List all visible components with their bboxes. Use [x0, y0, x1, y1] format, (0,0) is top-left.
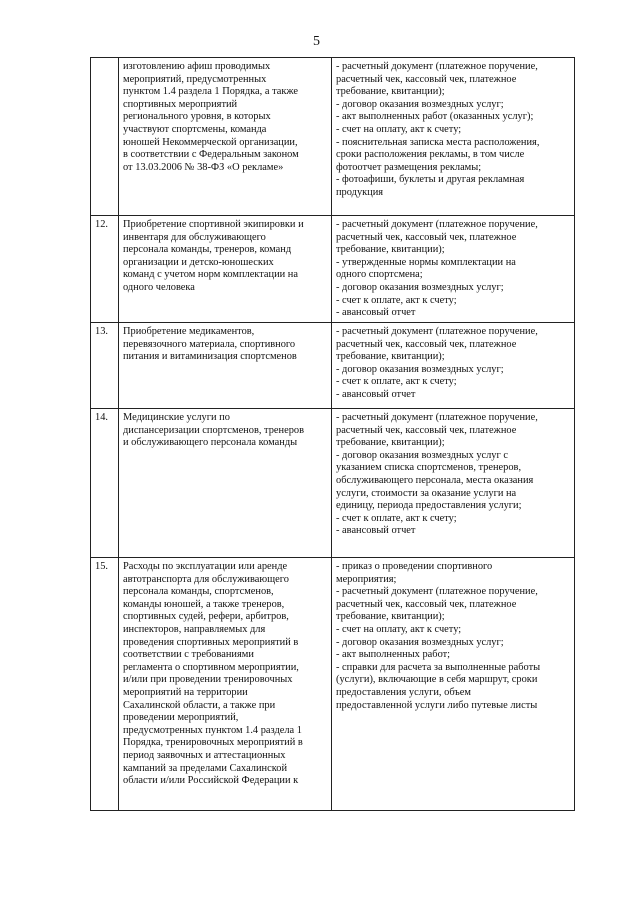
table-row — [91, 323, 575, 409]
expense-description-cell: изготовлению афиш проводимых мероприятий, предусмотренных пунктом 1.4 раздела 1 Порядка, а также спортивных мероприятий регионального уровня, в которых участвуют спортсмены, команда юношей Некоммерческой организации, в соответствии с Федеральным законом от 13.03.2006 № 38-ФЗ «О рекламе» — [119, 58, 332, 216]
expense-documents-table — [90, 57, 575, 811]
table-row — [91, 558, 575, 811]
expense-description-cell: Медицинские услуги по диспансеризации спортсменов, тренеров и обслуживающего персонала команды — [119, 409, 332, 558]
page-number: 5 — [313, 34, 320, 49]
required-documents-cell: - приказ о проведении спортивного мероприятия; - расчетный документ (платежное поручение, расчетный чек, кассовый чек, платежное требование, квитанции); - счет на оплату, акт к счету; - договор оказания возмездных услуг; - акт выполненных работ; - справки для расчета за выполненные работы (услуги), включающие в себя маршрут, сроки предоставления услуги, объем предоставленной услуги либо путевые листы — [332, 558, 575, 811]
row-number-cell: 15. — [91, 558, 119, 811]
required-documents-cell: - расчетный документ (платежное поручение, расчетный чек, кассовый чек, платежное требование, квитанции); - договор оказания возмездных услуг с указанием списка спортсменов, тренеров, обслуживающего персонала, места оказания услуги, стоимости за оказание услуги на единицу, периода предоставления услуги; - счет к оплате, акт к счету; - авансовый отчет — [332, 409, 575, 558]
required-documents-cell: - расчетный документ (платежное поручение, расчетный чек, кассовый чек, платежное требование, квитанции); - утвержденные нормы комплектации на одного спортсмена; - договор оказания возмездных услуг; - счет к оплате, акт к счету; - авансовый отчет — [332, 216, 575, 323]
expense-description-cell: Приобретение спортивной экипировки и инвентаря для обслуживающего персонала команды, тренеров, команд организации и детско-юношеских команд с учетом норм комплектации на одного человека — [119, 216, 332, 323]
table-row — [91, 409, 575, 558]
row-number-cell — [91, 58, 119, 216]
expense-description-cell: Расходы по эксплуатации или аренде автотранспорта для обслуживающего персонала команды, спортсменов, команды юношей, а также тренеров, спортивных судей, рефери, арбитров, инспекторов, направляемых для проведения спортивных мероприятий в соответствии с требованиями регламента о спортивном мероприятии, и/или при проведении тренировочных мероприятий на территории Сахалинской области, а также при проведении мероприятий, предусмотренных пунктом 1.4 раздела 1 Порядка, тренировочных мероприятий в период заявочных и аттестационных кампаний за пределами Сахалинской области и/или Российской Федерации к — [119, 558, 332, 811]
table-row — [91, 58, 575, 216]
table-row — [91, 216, 575, 323]
row-number-cell: 13. — [91, 323, 119, 409]
required-documents-cell: - расчетный документ (платежное поручение, расчетный чек, кассовый чек, платежное требование, квитанции); - договор оказания возмездных услуг; - счет к оплате, акт к счету; - авансовый отчет — [332, 323, 575, 409]
required-documents-cell: - расчетный документ (платежное поручение, расчетный чек, кассовый чек, платежное требование, квитанции); - договор оказания возмездных услуг; - акт выполненных работ (оказанных услуг); - счет на оплату, акт к счету; - пояснительная записка места расположения, сроки расположения рекламы, в том числе фотоотчет размещения рекламы; - фотоафиши, буклеты и другая рекламная продукция — [332, 58, 575, 216]
row-number-cell: 12. — [91, 216, 119, 323]
expense-description-cell: Приобретение медикаментов, перевязочного материала, спортивного питания и витаминизация спортсменов — [119, 323, 332, 409]
row-number-cell: 14. — [91, 409, 119, 558]
